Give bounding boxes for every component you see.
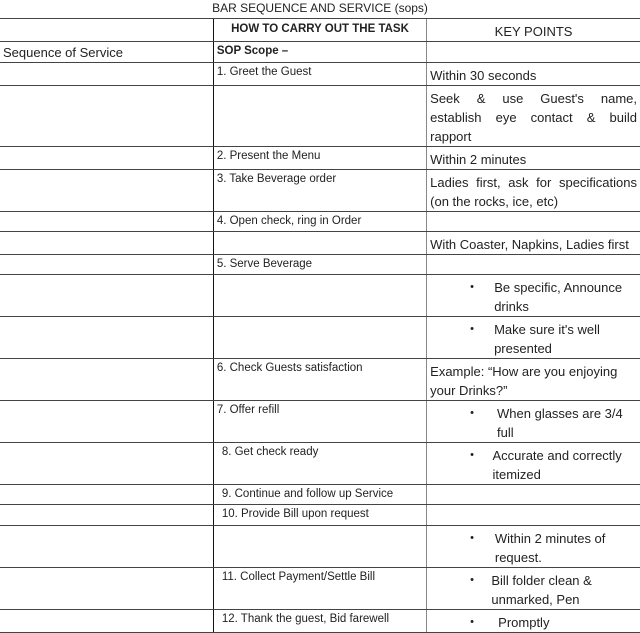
task-cell — [213, 526, 426, 568]
task-label: 1. Greet the Guest — [216, 66, 312, 78]
task-cell — [213, 275, 426, 317]
key-point-cell — [427, 86, 640, 147]
section-cell — [0, 505, 213, 526]
table-row — [0, 147, 640, 170]
task-cell — [213, 170, 426, 212]
key-point-cell — [427, 147, 640, 170]
section-cell — [0, 443, 213, 485]
task-label: 2. Present the Menu — [216, 150, 321, 162]
key-point-cell — [427, 42, 640, 63]
header-how-to: HOW TO CARRY OUT THE TASK — [213, 19, 426, 42]
key-point-cell — [427, 443, 640, 485]
key-point-text: Ladies first, ask for specifications (on the rocks, ice, etc) — [430, 175, 637, 209]
section-cell — [0, 147, 213, 170]
section-cell — [0, 359, 213, 401]
section-cell — [0, 401, 213, 443]
table-row — [0, 275, 640, 317]
key-point-text: Promptly — [498, 615, 550, 630]
key-point-cell — [427, 505, 640, 526]
key-point-text: Within 2 minutes — [430, 152, 527, 167]
key-point-cell — [427, 526, 640, 568]
task-cell — [213, 232, 426, 255]
key-point-text: Be specific, Announce drinks — [494, 280, 623, 314]
key-point-text: Within 30 seconds — [430, 68, 537, 83]
table-row — [0, 255, 640, 275]
task-cell — [213, 359, 426, 401]
table-title: BAR SEQUENCE AND SERVICE (sops) — [0, 0, 640, 19]
key-point-text: Make sure it's well presented — [494, 322, 600, 356]
key-point-cell — [427, 610, 640, 633]
task-cell — [213, 610, 426, 633]
task-cell — [213, 147, 426, 170]
key-point-cell — [427, 63, 640, 86]
bullet-item — [430, 446, 637, 484]
task-label: 3. Take Beverage order — [216, 173, 337, 185]
bullet-icon: • — [470, 532, 475, 544]
task-label: 7. Offer refill — [216, 404, 280, 416]
key-point-text: Within 2 minutes of request. — [494, 531, 606, 565]
bullet-icon: • — [470, 407, 475, 419]
task-cell — [213, 86, 426, 147]
key-point-text: Example: “How are you enjoying your Drinks?” — [430, 364, 618, 398]
task-cell — [213, 212, 426, 232]
key-point-text: Accurate and correctly itemized — [492, 448, 622, 482]
table-row — [0, 212, 640, 232]
section-cell — [0, 317, 213, 359]
bullet-item — [430, 278, 637, 316]
bullet-icon: • — [470, 616, 475, 628]
key-point-cell — [427, 212, 640, 232]
table-row — [0, 505, 640, 526]
key-point-cell — [427, 232, 640, 255]
task-cell — [213, 317, 426, 359]
table-row — [0, 610, 640, 633]
bullet-item — [430, 320, 637, 358]
header-row — [0, 19, 640, 42]
section-cell — [0, 170, 213, 212]
task-cell — [213, 42, 426, 63]
section-cell — [0, 42, 213, 63]
key-point-cell — [427, 359, 640, 401]
task-cell — [213, 485, 426, 505]
section-cell — [0, 485, 213, 505]
bullet-icon: • — [470, 449, 475, 461]
task-label: 5. Serve Beverage — [216, 258, 313, 270]
key-point-cell — [427, 401, 640, 443]
table-row — [0, 86, 640, 147]
section-label: Sequence of Service — [3, 45, 123, 60]
key-point-cell — [427, 170, 640, 212]
section-cell — [0, 275, 213, 317]
key-point-text: When glasses are 3/4 full — [497, 406, 623, 440]
section-cell — [0, 232, 213, 255]
table-row — [0, 401, 640, 443]
task-label: SOP Scope – — [216, 45, 289, 57]
section-cell — [0, 568, 213, 610]
table-row — [0, 526, 640, 568]
table-row — [0, 42, 640, 63]
bullet-icon: • — [470, 323, 475, 335]
section-cell — [0, 86, 213, 147]
key-point-cell — [427, 275, 640, 317]
bullet-icon: • — [470, 574, 475, 586]
task-label: 8. Get check ready — [221, 446, 319, 458]
key-point-text: Bill folder clean & unmarked, Pen — [491, 573, 592, 607]
task-label: 6. Check Guests satisfaction — [216, 362, 363, 374]
task-label: 4. Open check, ring in Order — [216, 215, 362, 227]
key-point-text: Seek & use Guest's name, establish eye contact & build rapport — [430, 91, 637, 144]
task-cell — [213, 63, 426, 86]
bullet-item — [430, 613, 637, 632]
task-cell — [213, 443, 426, 485]
header-col1 — [0, 19, 213, 42]
title-row — [0, 0, 640, 19]
bullet-icon: • — [470, 281, 475, 293]
section-cell — [0, 610, 213, 633]
table-row — [0, 485, 640, 505]
bullet-item — [430, 571, 637, 609]
section-cell — [0, 212, 213, 232]
bullet-item — [430, 529, 637, 567]
task-cell — [213, 568, 426, 610]
table-row — [0, 170, 640, 212]
task-label: 11. Collect Payment/Settle Bill — [221, 571, 376, 583]
table-row — [0, 63, 640, 86]
header-key-points: KEY POINTS — [427, 19, 640, 42]
section-cell — [0, 63, 213, 86]
task-label: 9. Continue and follow up Service — [221, 488, 394, 500]
key-point-text: With Coaster, Napkins, Ladies first — [430, 237, 629, 252]
table-row — [0, 443, 640, 485]
section-cell — [0, 255, 213, 275]
table-row — [0, 317, 640, 359]
task-label: 12. Thank the guest, Bid farewell — [221, 613, 390, 625]
table-row — [0, 232, 640, 255]
task-cell — [213, 255, 426, 275]
section-cell — [0, 526, 213, 568]
key-point-cell — [427, 255, 640, 275]
task-label: 10. Provide Bill upon request — [221, 508, 369, 520]
key-point-cell — [427, 568, 640, 610]
key-point-cell — [427, 485, 640, 505]
table-row — [0, 568, 640, 610]
table-row — [0, 359, 640, 401]
key-point-cell — [427, 317, 640, 359]
task-cell — [213, 505, 426, 526]
bullet-item — [430, 404, 637, 442]
task-cell — [213, 401, 426, 443]
